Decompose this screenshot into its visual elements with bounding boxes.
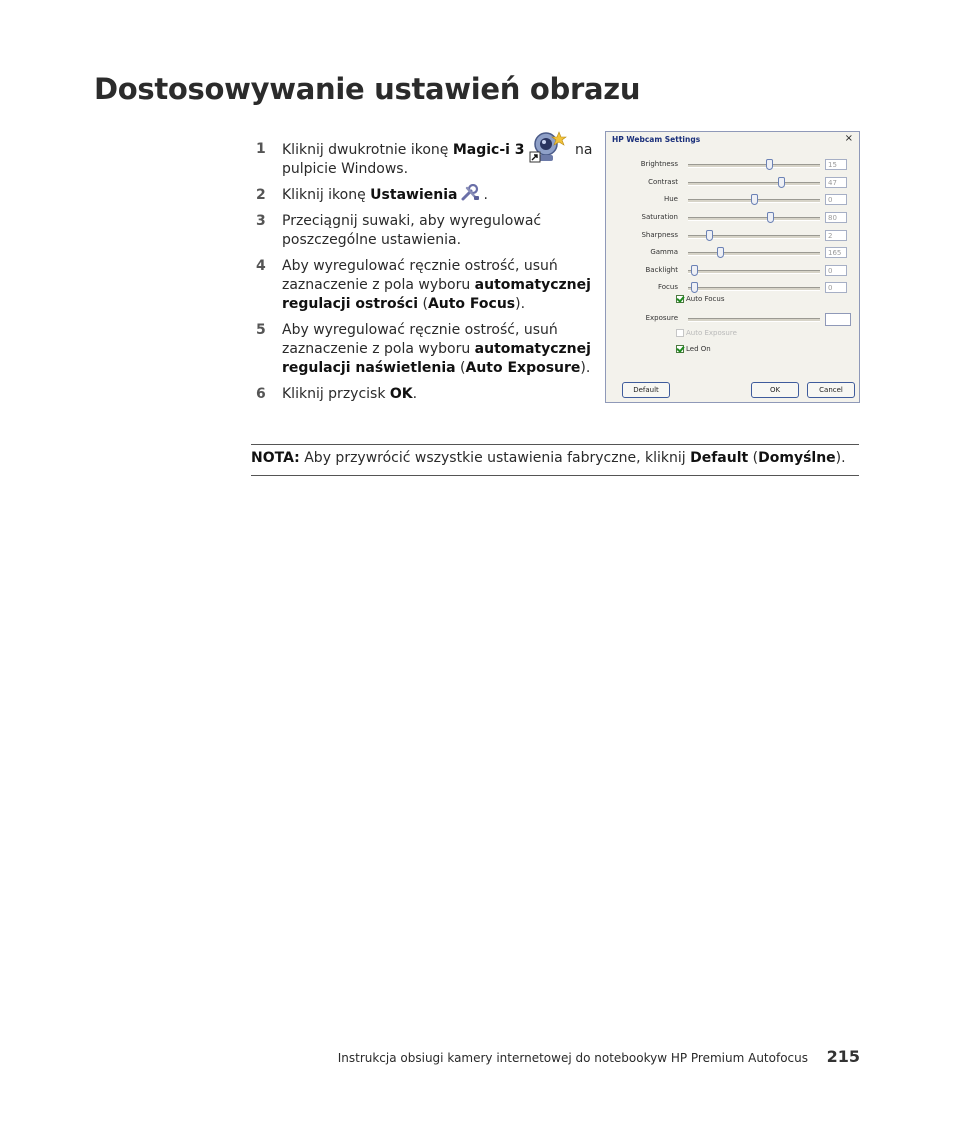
slider-label: Gamma bbox=[650, 248, 678, 256]
step-text: Przeciągnij suwaki, aby wyregulować poszczególne ustawienia. bbox=[282, 213, 542, 248]
slider-thumb[interactable] bbox=[691, 265, 698, 276]
slider-label: Focus bbox=[658, 283, 678, 291]
note bbox=[251, 450, 846, 466]
auto-exposure-label: Auto Exposure bbox=[686, 329, 737, 337]
step-bold: Magic-i 3 bbox=[452, 142, 525, 158]
step-text: Kliknij przycisk bbox=[282, 386, 390, 402]
note-text: Aby przywrócić wszystkie ustawienia fabryczne, kliknij bbox=[299, 450, 691, 466]
step-5 bbox=[256, 321, 606, 378]
slider-row-backlight bbox=[606, 264, 861, 278]
slider-thumb[interactable] bbox=[778, 177, 785, 188]
webcam-icon bbox=[529, 130, 569, 164]
page-title: Dostosowywanie ustawień obrazu bbox=[94, 72, 641, 106]
step-bold: OK bbox=[389, 386, 413, 402]
step-text: ( bbox=[418, 296, 428, 312]
slider-value[interactable]: 0 bbox=[825, 194, 847, 205]
auto-focus-label: Auto Focus bbox=[686, 295, 725, 303]
slider-value[interactable]: 47 bbox=[825, 177, 847, 188]
slider-label: Backlight bbox=[645, 266, 678, 274]
page-number: 215 bbox=[826, 1047, 860, 1066]
slider-value[interactable]: 0 bbox=[825, 282, 847, 293]
slider-label: Sharpness bbox=[641, 231, 678, 239]
slider-track[interactable] bbox=[688, 182, 820, 186]
checkbox-box[interactable] bbox=[676, 345, 684, 353]
slider-row-hue bbox=[606, 193, 861, 207]
note-bold: Domyślne bbox=[758, 450, 836, 466]
step-number: 3 bbox=[256, 213, 266, 229]
slider-label: Contrast bbox=[648, 178, 678, 186]
slider-thumb[interactable] bbox=[691, 282, 698, 293]
step-text: . bbox=[412, 386, 418, 402]
exposure-track[interactable] bbox=[688, 318, 820, 322]
steps-list bbox=[256, 140, 606, 411]
settings-tools-icon bbox=[459, 184, 481, 202]
note-label: NOTA: bbox=[251, 450, 300, 466]
checkbox-box[interactable] bbox=[676, 295, 684, 303]
footer-text: Instrukcja obsiugi kamery internetowej do notebookyw HP Premium Autofocus bbox=[337, 1051, 808, 1065]
cancel-button[interactable]: Cancel bbox=[807, 382, 855, 398]
slider-value[interactable]: 0 bbox=[825, 265, 847, 276]
led-on-checkbox[interactable] bbox=[676, 345, 711, 355]
slider-row-focus bbox=[606, 281, 861, 295]
slider-track[interactable] bbox=[688, 164, 820, 168]
auto-exposure-checkbox[interactable] bbox=[676, 329, 737, 339]
webcam-settings-dialog bbox=[605, 131, 860, 403]
step-text: ( bbox=[455, 360, 466, 376]
exposure-slider-row bbox=[606, 312, 861, 326]
slider-track[interactable] bbox=[688, 252, 820, 256]
step-3 bbox=[256, 212, 606, 250]
note-bold: Default bbox=[690, 450, 749, 466]
note-top-divider bbox=[251, 444, 859, 445]
exposure-value[interactable] bbox=[825, 313, 851, 326]
step-text: ). bbox=[515, 296, 526, 312]
checkbox-box[interactable] bbox=[676, 329, 684, 337]
slider-label: Saturation bbox=[641, 213, 678, 221]
note-bottom-divider bbox=[251, 475, 859, 476]
step-text: Kliknij dwukrotnie ikonę bbox=[282, 142, 453, 158]
slider-thumb[interactable] bbox=[706, 230, 713, 241]
slider-row-brightness bbox=[606, 158, 861, 172]
dialog-title: HP Webcam Settings bbox=[612, 135, 701, 144]
step-text: Kliknij ikonę bbox=[282, 187, 371, 203]
slider-track[interactable] bbox=[688, 287, 820, 291]
default-button[interactable]: Default bbox=[622, 382, 670, 398]
slider-track[interactable] bbox=[688, 217, 820, 221]
slider-value[interactable]: 165 bbox=[825, 247, 847, 258]
slider-value[interactable]: 80 bbox=[825, 212, 847, 223]
step-4 bbox=[256, 257, 606, 314]
exposure-label: Exposure bbox=[645, 314, 678, 322]
step-2 bbox=[256, 186, 606, 205]
note-text: ( bbox=[748, 450, 759, 466]
auto-focus-checkbox[interactable] bbox=[676, 295, 724, 305]
slider-track[interactable] bbox=[688, 270, 820, 274]
step-bold: Ustawienia bbox=[370, 187, 458, 203]
step-number: 4 bbox=[256, 258, 266, 274]
ok-button[interactable]: OK bbox=[751, 382, 799, 398]
slider-row-saturation bbox=[606, 211, 861, 225]
slider-row-contrast bbox=[606, 176, 861, 190]
step-number: 6 bbox=[256, 386, 266, 402]
slider-thumb[interactable] bbox=[766, 159, 773, 170]
step-bold: Auto Focus bbox=[427, 296, 516, 312]
slider-thumb[interactable] bbox=[751, 194, 758, 205]
slider-value[interactable]: 2 bbox=[825, 230, 847, 241]
step-1 bbox=[256, 140, 606, 179]
step-text: Aby wyregulować ręcznie ostrość, usuń zaznaczenie z pola wyboru bbox=[282, 258, 558, 293]
step-text: . bbox=[483, 187, 488, 203]
slider-row-sharpness bbox=[606, 229, 861, 243]
step-bold: automatycznej regulacji ostrości bbox=[282, 277, 591, 312]
step-text: na pulpicie Windows. bbox=[282, 142, 593, 177]
step-text: ). bbox=[580, 360, 591, 376]
step-number: 5 bbox=[256, 322, 266, 338]
slider-label: Hue bbox=[663, 195, 678, 203]
slider-thumb[interactable] bbox=[767, 212, 774, 223]
close-icon[interactable]: × bbox=[844, 133, 853, 144]
step-6 bbox=[256, 385, 606, 404]
step-number: 2 bbox=[256, 187, 266, 203]
slider-label: Brightness bbox=[640, 160, 678, 168]
step-text: Aby wyregulować ręcznie ostrość, usuń zaznaczenie z pola wyboru bbox=[282, 322, 558, 357]
step-bold: automatycznej regulacji naświetlenia bbox=[282, 341, 591, 376]
led-on-label: Led On bbox=[686, 345, 711, 353]
note-text: ). bbox=[835, 450, 846, 466]
slider-row-gamma bbox=[606, 246, 861, 260]
step-number: 1 bbox=[256, 141, 266, 157]
slider-thumb[interactable] bbox=[717, 247, 724, 258]
step-bold: Auto Exposure bbox=[465, 360, 581, 376]
slider-value[interactable]: 15 bbox=[825, 159, 847, 170]
